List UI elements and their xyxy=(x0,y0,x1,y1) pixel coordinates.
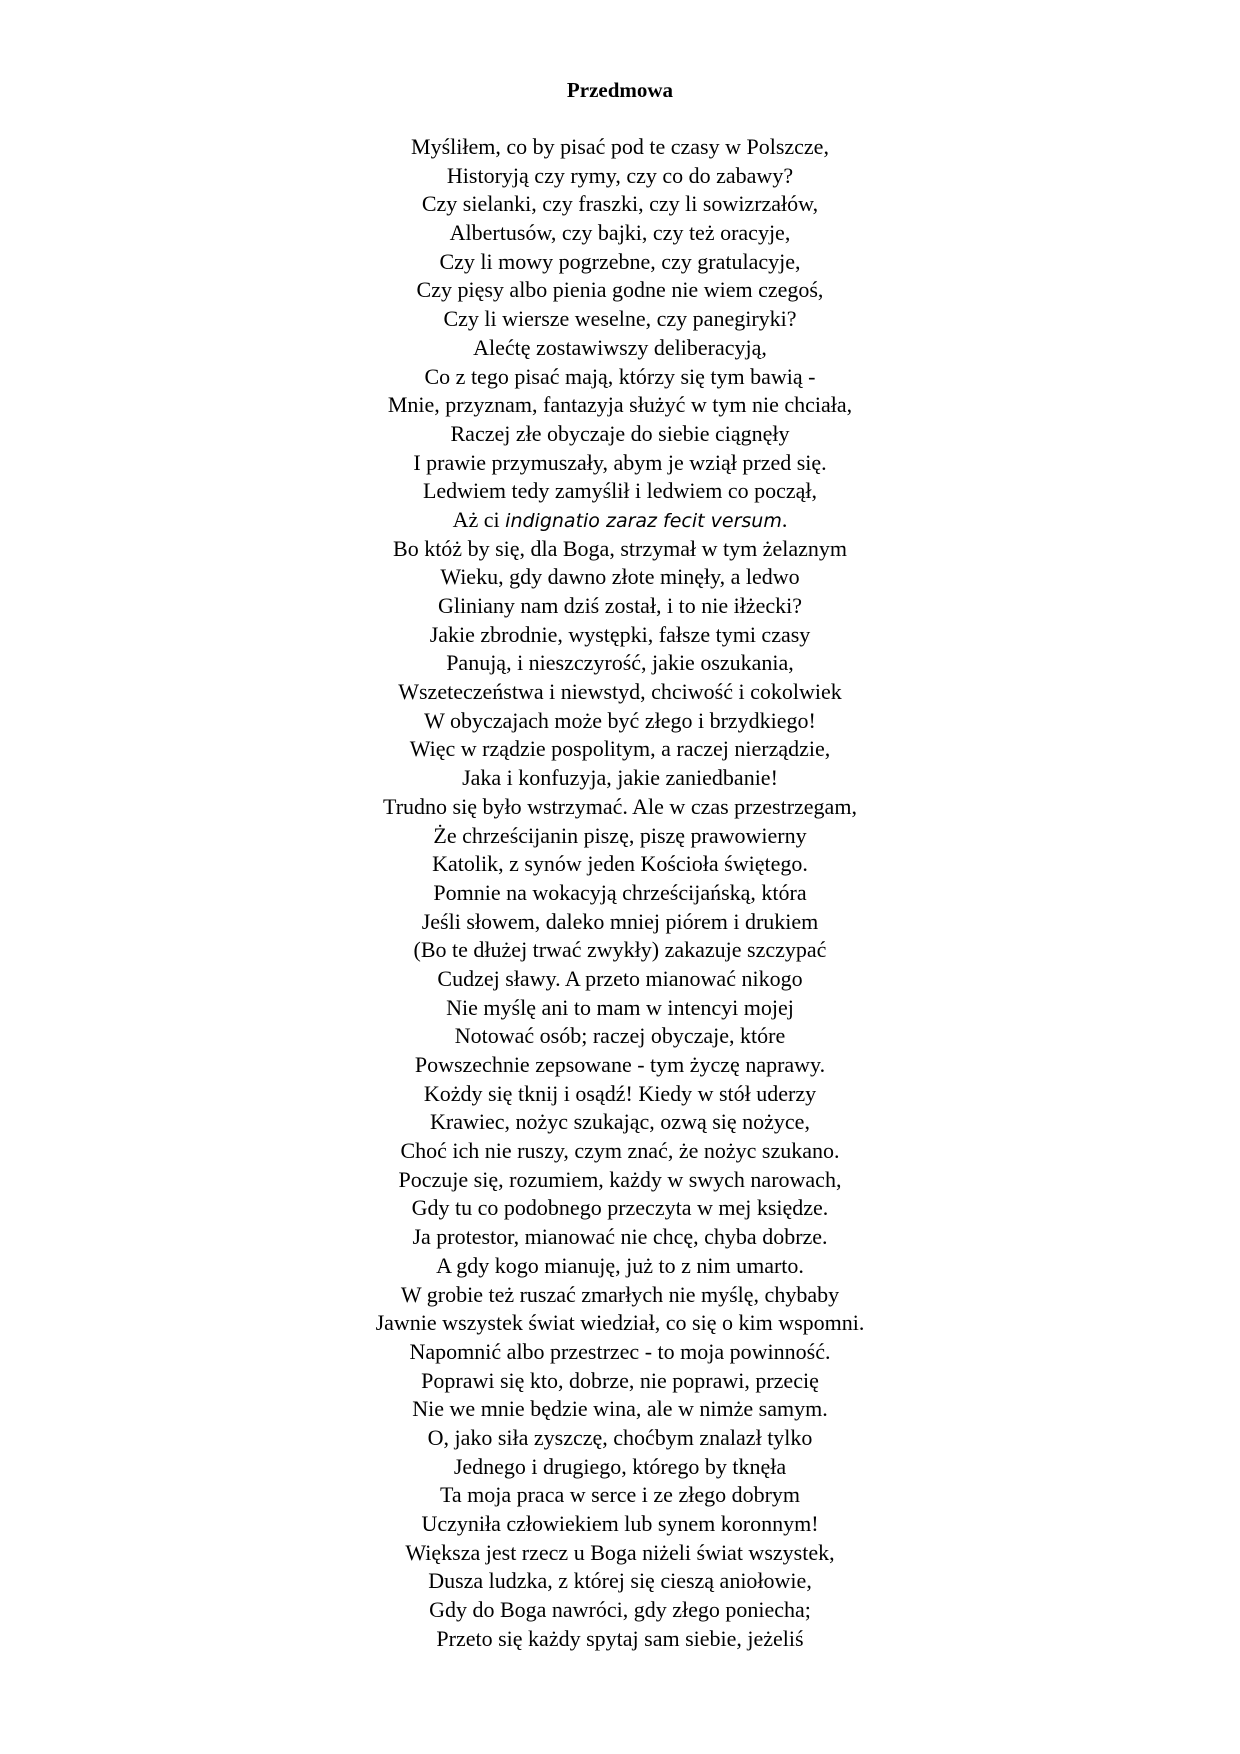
poem-line: Notować osób; raczej obyczaje, które xyxy=(454,1023,786,1049)
poem-line: Bo któż by się, dla Boga, strzymał w tym żelaznym xyxy=(393,535,847,561)
poem-line: Jeśli słowem, daleko mniej piórem i drukiem xyxy=(421,908,819,934)
poem-line: Powszechnie zepsowane - tym życzę naprawy. xyxy=(414,1052,826,1077)
poem-line: W grobie też ruszać zmarłych nie myślę, chybaby xyxy=(400,1281,840,1307)
poem-line: Poczuje się, rozumiem, każdy w swych narowach, xyxy=(398,1166,842,1192)
poem-line: Alećtę zostawiwszy deliberacyją, xyxy=(473,334,767,360)
poem-line: Wszeteczeństwa i niewstyd, chciwość i cokolwiek xyxy=(398,679,842,705)
poem-line: Krawiec, nożyc szukając, ozwą się nożyce, xyxy=(430,1109,810,1135)
poem-line: O, jako siła zyszczę, choćbym znalazł tylko xyxy=(427,1424,813,1450)
poem-line: Kożdy się tknij i osądź! Kiedy w stół uderzy xyxy=(423,1080,817,1106)
poem-line: Jawnie wszystek świat wiedział, co się o kim wspomni. xyxy=(375,1310,865,1336)
poem-line: Więc w rządzie pospolitym, a raczej nierządzie, xyxy=(409,736,831,762)
poem-line: Ledwiem tedy zamyślił i ledwiem co począł, xyxy=(422,478,818,504)
poem-line: Czy li wiersze weselne, czy panegiryki? xyxy=(443,306,797,332)
poem-line: Jednego i drugiego, którego by tknęła xyxy=(453,1453,787,1479)
poem-line: A gdy kogo mianuję, już to z nim umarto. xyxy=(436,1252,804,1278)
poem-line: Myśliłem, co by pisać pod te czasy w Polszcze, xyxy=(411,134,829,159)
poem-line: Czy sielanki, czy fraszki, czy li sowizrzałów, xyxy=(421,191,819,217)
poem-line: Jakie zbrodnie, występki, fałsze tymi czasy xyxy=(429,621,811,647)
poem-line: Pomnie na wokacyją chrześcijańską, która xyxy=(433,879,807,905)
poem-line: Poprawi się kto, dobrze, nie poprawi, przecię xyxy=(421,1367,819,1393)
poem-line: Mnie, przyznam, fantazyja służyć w tym nie chciała, xyxy=(387,392,853,418)
poem-line: Gliniany nam dziś został, i to nie iłżecki? xyxy=(437,593,803,618)
poem-line: Czy pięsy albo pienia godne nie wiem czegoś, xyxy=(416,277,824,303)
poem-line xyxy=(0,506,1240,535)
poem-line-text: . xyxy=(781,506,788,532)
poem-line: (Bo te dłużej trwać zwykły) zakazuje szczypać xyxy=(413,937,827,963)
poem-line: Panują, i nieszczyrość, jakie oszukania, xyxy=(446,650,794,676)
poem-line: Historyją czy rymy, czy co do zabawy? xyxy=(446,162,794,188)
poem-line: Jaka i konfuzyja, jakie zaniedbanie! xyxy=(462,765,778,791)
poem-line: Katolik, z synów jeden Kościoła świętego. xyxy=(432,851,808,877)
poem-line: Uczyniła człowiekiem lub synem koronnym! xyxy=(421,1511,819,1536)
poem-line: I prawie przymuszały, abym je wziął przed się. xyxy=(413,449,827,475)
poem-line: Co z tego pisać mają, którzy się tym bawią - xyxy=(424,363,816,389)
poem-line: Przeto się każdy spytaj sam siebie, jeżeliś xyxy=(436,1625,804,1651)
poem-line: Napomnić albo przestrzec - to moja powinność. xyxy=(409,1338,831,1364)
poem-line: Trudno się było wstrzymać. Ale w czas przestrzegam, xyxy=(383,793,857,819)
poem-line: Większa jest rzecz u Boga niżeli świat wszystek, xyxy=(405,1539,835,1565)
poem-line: Że chrześcijanin piszę, piszę prawowierny xyxy=(433,822,807,848)
poem-line: Gdy do Boga nawróci, gdy złego poniecha; xyxy=(429,1597,811,1623)
poem-line: W obyczajach może być złego i brzydkiego! xyxy=(424,707,816,733)
poem-line: Dusza ludzka, z której się cieszą aniołowie, xyxy=(428,1568,812,1594)
poem-line: Raczej złe obyczaje do siebie ciągnęły xyxy=(450,420,790,446)
poem-line: Choć ich nie ruszy, czym znać, że nożyc szukano. xyxy=(400,1138,840,1164)
poem-line: Wieku, gdy dawno złote minęły, a ledwo xyxy=(440,564,800,590)
poem-line: Nie we mnie będzie wina, ale w nimże samym. xyxy=(412,1396,828,1422)
poem-line-text: Aż ci xyxy=(452,506,506,532)
poem-line: Ta moja praca w serce i ze złego dobrym xyxy=(439,1482,801,1508)
poem-line: Gdy tu co podobnego przeczyta w mej księdze. xyxy=(411,1195,829,1221)
poem-line: Ja protestor, mianować nie chcę, chyba dobrze. xyxy=(412,1224,828,1250)
poem-line: Czy li mowy pogrzebne, czy gratulacyje, xyxy=(439,248,801,274)
poem-line: Albertusów, czy bajki, czy też oracyje, xyxy=(449,220,791,246)
poem-line: Nie myślę ani to mam w intencyi mojej xyxy=(446,994,794,1020)
poem-line-latin-quote: indignatio zaraz fecit versum xyxy=(505,509,782,532)
poem-line: Cudzej sławy. A przeto mianować nikogo xyxy=(437,965,803,991)
poem-body xyxy=(0,133,1240,1653)
page-title: Przedmowa xyxy=(566,78,674,102)
